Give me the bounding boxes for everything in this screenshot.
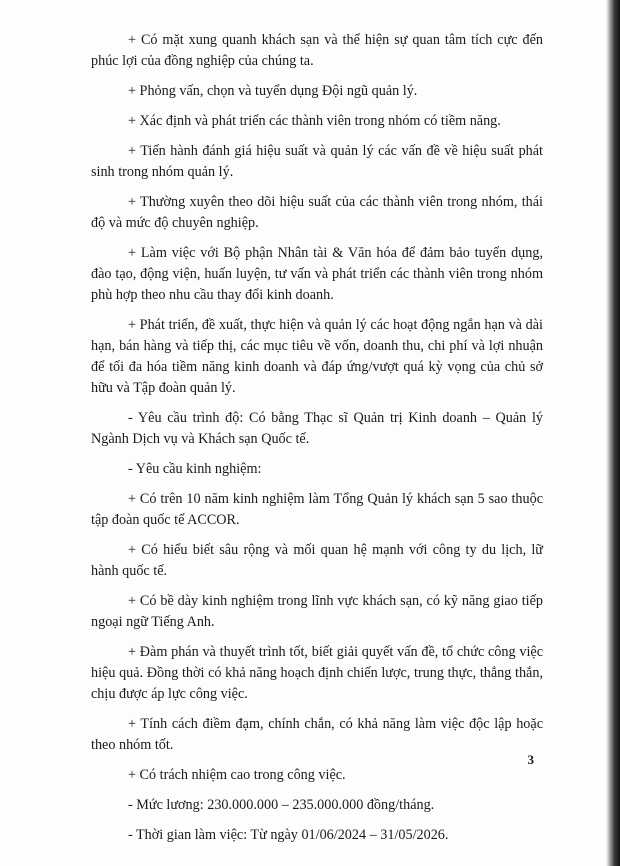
page-number: 3 [527,752,534,767]
paragraph-recruit-management: + Phỏng vấn, chọn và tuyển dụng Đội ngũ quản lý. [128,83,418,99]
paragraph-monitor-performance: + Thường xuyên theo dõi hiệu suất của các thành viên trong nhóm, thái độ và mức độ chuyên nghiệp. [91,193,543,231]
paragraph-experience-accor: + Có trên 10 năm kinh nghiệm làm Tổng Quản lý khách sạn 5 sao thuộc tập đoàn quốc tế ACCOR. [91,491,543,529]
document-body [91,30,543,855]
paragraph-negotiation-skills: + Đàm phán và thuyết trình tốt, biết giải quyết vấn đề, tổ chức công việc hiệu quả. Đồng thời có khả năng hoạch định chiến lược, trung thực, thẳng thắn, chịu được áp lực công việc. [91,644,543,703]
paragraph-hotel-english: + Có bề dày kinh nghiệm trong lĩnh vực khách sạn, có kỹ năng giao tiếp ngoại ngữ Tiếng Anh. [91,593,543,631]
paragraph-experience-heading: - Yêu cầu kinh nghiệm: [128,461,262,478]
paragraph-education-requirement: - Yêu cầu trình độ: Có bằng Thạc sĩ Quản trị Kinh doanh – Quản lý Ngành Dịch vụ và Khách sạn Quốc tế. [91,410,543,448]
paragraph-performance-review: + Tiến hành đánh giá hiệu suất và quản lý các vấn đề về hiệu suất phát sinh trong nhóm quản lý. [91,142,543,180]
paragraph-personality: + Tính cách điềm đạm, chính chắn, có khả năng làm việc độc lập hoặc theo nhóm tốt. [91,716,543,754]
paragraph-business-plans: + Phát triển, đề xuất, thực hiện và quản lý các hoạt động ngắn hạn và dài hạn, bán hàng và tiếp thị, các mục tiêu về vốn, doanh thu, chi phí và lợi nhuận để tối đa hóa tiềm năng kinh doanh và đáp ứng/vượt quá kỳ vọng của chủ sở hữu và Tập đoàn quản lý. [91,316,543,397]
paragraph-work-period: - Thời gian làm việc: Từ ngày 01/06/2024 – 31/05/2026. [128,826,449,843]
paragraph-colleague-welfare: + Có mặt xung quanh khách sạn và thể hiện sự quan tâm tích cực đến phúc lợi của đồng nghiệp của chúng ta. [91,32,543,70]
paragraph-travel-relations: + Có hiểu biết sâu rộng và mối quan hệ mạnh với công ty du lịch, lữ hành quốc tế. [91,542,543,580]
paragraph-talent-culture: + Làm việc với Bộ phận Nhân tài & Văn hóa để đảm bảo tuyển dụng, đào tạo, động viện, huấn luyện, tư vấn và phát triển các thành viên trong nhóm phù hợp theo nhu cầu thay đổi kinh doanh. [91,244,543,303]
paragraph-salary: - Mức lương: 230.000.000 – 235.000.000 đồng/tháng. [128,797,435,813]
scan-edge-shadow [606,0,620,866]
paragraph-develop-talent: + Xác định và phát triển các thành viên trong nhóm có tiềm năng. [128,112,501,129]
paragraph-responsibility: + Có trách nhiệm cao trong công việc. [128,767,346,784]
